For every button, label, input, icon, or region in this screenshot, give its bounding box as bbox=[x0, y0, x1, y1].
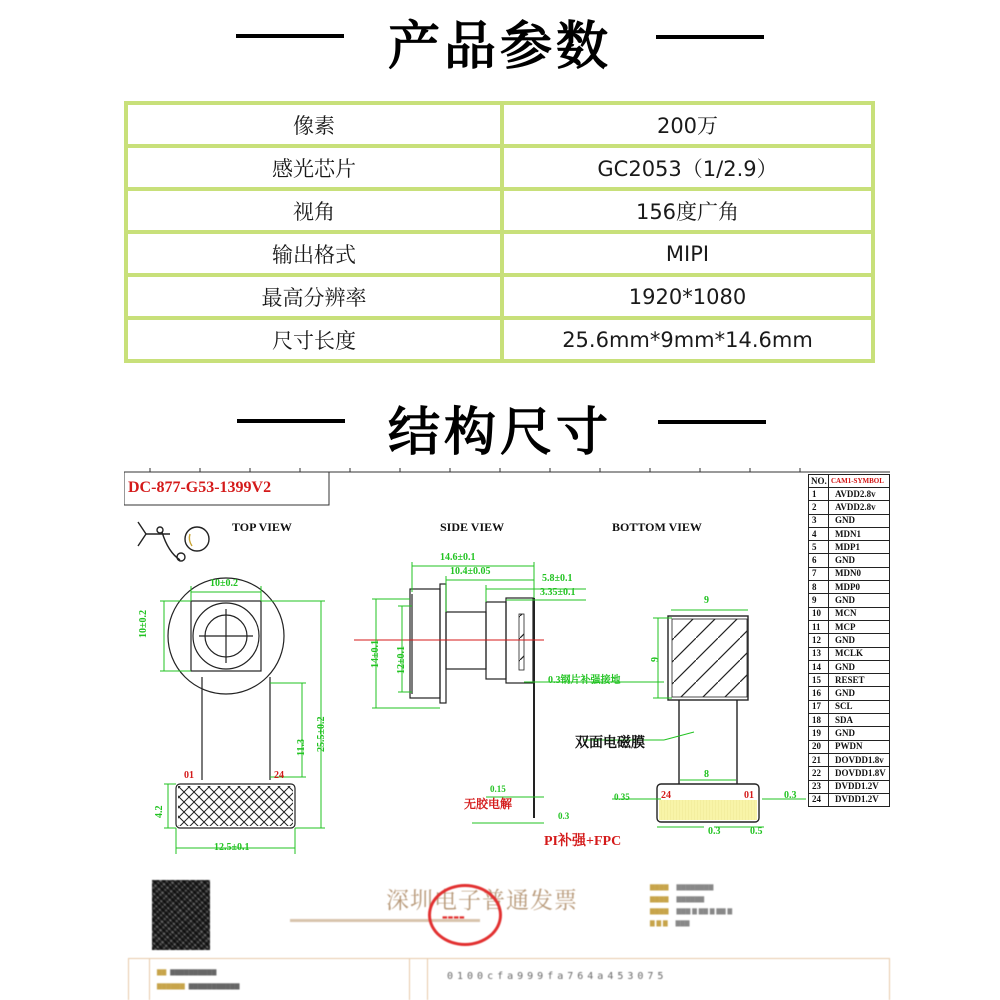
dim-side-base: 3.35±0.1 bbox=[540, 587, 576, 598]
dim-side-inner: 12±0.1 bbox=[396, 646, 407, 674]
pin-number: 9 bbox=[809, 594, 829, 607]
dim-top-height: 10±0.2 bbox=[138, 610, 149, 638]
pin-number: 22 bbox=[809, 767, 829, 780]
pin-row bbox=[809, 488, 890, 501]
pin-symbol: SDA bbox=[829, 714, 890, 727]
table-row bbox=[126, 232, 873, 275]
pin-label-01: 01 bbox=[184, 770, 194, 781]
dim-bottom-height: 9 bbox=[650, 657, 661, 662]
pin-number: 12 bbox=[809, 634, 829, 647]
dim-bottom-width: 9 bbox=[704, 595, 709, 606]
pin-number: 6 bbox=[809, 554, 829, 567]
table-row bbox=[126, 189, 873, 232]
pin-symbol: DVDD1.2V bbox=[829, 793, 890, 806]
dim-top-total: 25.5±0.2 bbox=[316, 716, 327, 752]
stiffener-note: 0.3钢片补强接地 bbox=[548, 675, 621, 686]
pin-symbol: GND bbox=[829, 727, 890, 740]
pin-number: 8 bbox=[809, 581, 829, 594]
pin-label-01: 01 bbox=[744, 790, 754, 801]
pin-symbol: MCP bbox=[829, 620, 890, 633]
label-pi-fpc: PI补强+FPC bbox=[544, 834, 622, 849]
pin-number: 4 bbox=[809, 527, 829, 540]
dim-top-connector-width: 12.5±0.1 bbox=[214, 842, 250, 853]
table-row bbox=[126, 103, 873, 146]
pin-row bbox=[809, 660, 890, 673]
pin-symbol: MCN bbox=[829, 607, 890, 620]
film-label: 双面电磁膜 bbox=[575, 735, 645, 751]
pin-row bbox=[809, 594, 890, 607]
pin-symbol: GND bbox=[829, 594, 890, 607]
dim-side-total: 14.6±0.1 bbox=[440, 552, 476, 563]
top-view-label: TOP VIEW bbox=[232, 520, 292, 534]
heading-title: 结构尺寸 bbox=[387, 403, 612, 463]
side-view-label: SIDE VIEW bbox=[440, 520, 505, 534]
spec-value: 200万 bbox=[502, 103, 873, 146]
pin-number: 5 bbox=[809, 541, 829, 554]
stamp-text: ▬▬▬▬ bbox=[442, 914, 465, 921]
pin-number: 21 bbox=[809, 753, 829, 766]
invoice-code: 0100cfa999fa764a453075 bbox=[447, 971, 668, 982]
pin-symbol: GND bbox=[829, 514, 890, 527]
pin-symbol: MDP1 bbox=[829, 541, 890, 554]
pin-symbol: GND bbox=[829, 554, 890, 567]
spec-key: 尺寸长度 bbox=[126, 318, 502, 361]
section-heading-specs bbox=[0, 0, 1000, 80]
spec-key: 视角 bbox=[126, 189, 502, 232]
pin-row bbox=[809, 687, 890, 700]
dim-bottom-right-margin: 0.3 bbox=[784, 790, 797, 801]
dim-bottom-flex-width: 8 bbox=[704, 769, 709, 780]
invoice-meta: ▇▇▇▇ ▇▇▇ ▇ ▇▇ ▇ ▇▇ ▇ bbox=[650, 908, 733, 915]
spec-key: 最高分辨率 bbox=[126, 275, 502, 318]
invoice-meta: ▇▇▇▇ ▇▇▇▇▇▇ bbox=[650, 896, 705, 903]
pin-row bbox=[809, 714, 890, 727]
dim-top-width: 10±0.2 bbox=[210, 578, 238, 589]
pin-table bbox=[808, 474, 890, 807]
invoice-buyer: ▇▇ ▇▇▇▇▇▇▇▇▇▇ ▇▇▇▇▇▇ ▇▇▇▇▇▇▇▇▇▇▇ bbox=[157, 969, 240, 990]
invoice-box bbox=[128, 958, 890, 1000]
pin-row bbox=[809, 501, 890, 514]
spec-value: 25.6mm*9mm*14.6mm bbox=[502, 318, 873, 361]
pin-symbol-header: CAM1-SYMBOL bbox=[829, 475, 890, 488]
invoice-preview bbox=[124, 870, 890, 1000]
spec-value: GC2053（1/2.9） bbox=[502, 146, 873, 189]
pin-number: 17 bbox=[809, 700, 829, 713]
pin-number: 10 bbox=[809, 607, 829, 620]
part-number: DC-877-G53-1399V2 bbox=[128, 479, 272, 496]
pin-row bbox=[809, 567, 890, 580]
heading-dash-right bbox=[656, 35, 764, 39]
pin-label-24: 24 bbox=[274, 770, 284, 781]
pin-symbol: GND bbox=[829, 634, 890, 647]
pin-symbol: PWDN bbox=[829, 740, 890, 753]
qr-code bbox=[152, 880, 210, 950]
spec-table bbox=[124, 101, 875, 363]
pin-symbol: RESET bbox=[829, 674, 890, 687]
pin-number: 2 bbox=[809, 501, 829, 514]
pin-row bbox=[809, 541, 890, 554]
pin-row bbox=[809, 634, 890, 647]
pin-number: 15 bbox=[809, 674, 829, 687]
pin-number: 7 bbox=[809, 567, 829, 580]
pin-symbol: DOVDD1.8V bbox=[829, 767, 890, 780]
table-row bbox=[126, 146, 873, 189]
pin-symbol: AVDD2.8v bbox=[829, 488, 890, 501]
bottom-view-label: BOTTOM VIEW bbox=[612, 520, 702, 534]
dim-top-connector-height: 4.2 bbox=[154, 805, 165, 818]
pin-row bbox=[809, 554, 890, 567]
pin-number: 19 bbox=[809, 727, 829, 740]
pin-number: 20 bbox=[809, 740, 829, 753]
pin-row bbox=[809, 727, 890, 740]
heading-title: 产品参数 bbox=[387, 17, 612, 77]
pin-symbol: MCLK bbox=[829, 647, 890, 660]
pin-number: 24 bbox=[809, 793, 829, 806]
invoice-meta: ▇ ▇ ▇ ▇▇▇ bbox=[650, 920, 690, 927]
pin-symbol: MDN0 bbox=[829, 567, 890, 580]
pin-symbol: SCL bbox=[829, 700, 890, 713]
spec-key: 感光芯片 bbox=[126, 146, 502, 189]
spec-key: 像素 bbox=[126, 103, 502, 146]
pin-row bbox=[809, 581, 890, 594]
pin-row bbox=[809, 620, 890, 633]
table-row bbox=[126, 318, 873, 361]
pin-row bbox=[809, 514, 890, 527]
pin-number: 3 bbox=[809, 514, 829, 527]
pin-number: 18 bbox=[809, 714, 829, 727]
spec-key: 输出格式 bbox=[126, 232, 502, 275]
spec-value: MIPI bbox=[502, 232, 873, 275]
dim-top-flex: 11.3 bbox=[296, 739, 307, 756]
spec-value: 156度广角 bbox=[502, 189, 873, 232]
pin-number: 23 bbox=[809, 780, 829, 793]
label-adhesive: 无胶电解 bbox=[464, 797, 513, 811]
pin-no-header: NO. bbox=[809, 475, 829, 488]
pin-symbol: MDP0 bbox=[829, 581, 890, 594]
dim-side-outer: 14±0.1 bbox=[370, 640, 381, 668]
pin-label-24: 24 bbox=[661, 790, 671, 801]
pin-row bbox=[809, 700, 890, 713]
invoice-meta: ▇▇▇▇ ▇▇▇▇▇▇▇▇ bbox=[650, 884, 714, 891]
pin-row bbox=[809, 753, 890, 766]
pin-number: 1 bbox=[809, 488, 829, 501]
dim-side-lens: 10.4±0.05 bbox=[450, 566, 491, 577]
dim-bottom-pad: 0.5 bbox=[750, 826, 763, 837]
pin-row bbox=[809, 780, 890, 793]
pin-number: 16 bbox=[809, 687, 829, 700]
dim-side-thickness-b: 0.3 bbox=[558, 811, 570, 821]
section-heading-structure bbox=[0, 380, 1000, 463]
pin-row bbox=[809, 647, 890, 660]
pin-row bbox=[809, 793, 890, 806]
technical-drawing bbox=[124, 462, 890, 870]
dim-side-thickness-a: 0.15 bbox=[490, 784, 506, 794]
pin-symbol: GND bbox=[829, 687, 890, 700]
pin-number: 14 bbox=[809, 660, 829, 673]
pin-symbol: DVDD1.2V bbox=[829, 780, 890, 793]
logo-icon bbox=[138, 522, 209, 561]
pin-symbol: DOVDD1.8v bbox=[829, 753, 890, 766]
pin-symbol: AVDD2.8v bbox=[829, 501, 890, 514]
dim-bottom-pitch: 0.3 bbox=[708, 826, 721, 837]
dim-bottom-left-margin: 0.35 bbox=[614, 792, 630, 802]
pin-table-header bbox=[809, 475, 890, 488]
pin-number: 13 bbox=[809, 647, 829, 660]
pin-row bbox=[809, 674, 890, 687]
stamp-icon bbox=[428, 884, 502, 946]
dim-side-holder: 5.8±0.1 bbox=[542, 573, 573, 584]
pin-number: 11 bbox=[809, 620, 829, 633]
pin-row bbox=[809, 527, 890, 540]
spec-value: 1920*1080 bbox=[502, 275, 873, 318]
heading-dash-right bbox=[658, 420, 766, 424]
invoice-title: 深圳电子普通发票 bbox=[386, 888, 578, 914]
pin-symbol: MDN1 bbox=[829, 527, 890, 540]
pin-row bbox=[809, 767, 890, 780]
pin-symbol: GND bbox=[829, 660, 890, 673]
table-row bbox=[126, 275, 873, 318]
pin-row bbox=[809, 740, 890, 753]
pin-row bbox=[809, 607, 890, 620]
